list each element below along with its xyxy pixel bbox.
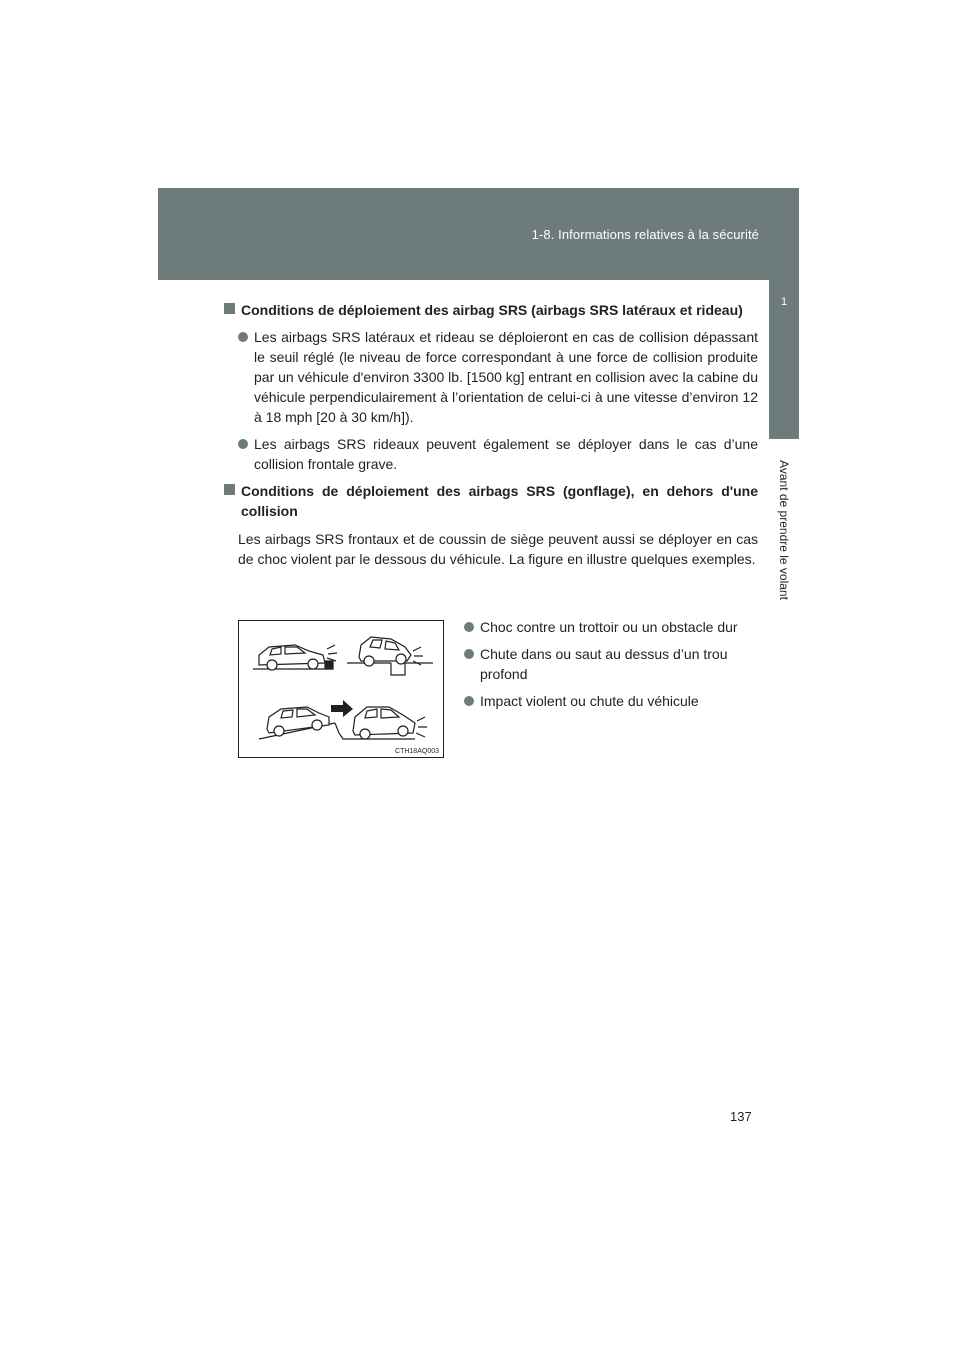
chapter-title: 1-8. Informations relatives à la sécurité	[531, 227, 759, 242]
car-impact-illustration	[239, 621, 443, 757]
section-heading-text: Conditions de déploiement des airbags SRS (gonflage), en dehors d'une collision	[241, 483, 758, 519]
round-bullet-icon	[238, 332, 248, 342]
round-bullet-icon	[464, 696, 474, 706]
illustration-figure	[238, 620, 444, 758]
section-paragraph: Les airbags SRS frontaux et de coussin de siège peuvent aussi se déployer en cas de choc violent par le dessous du véhicule. La figure en illustre quelques exemples.	[238, 531, 758, 567]
round-bullet-icon	[238, 439, 248, 449]
list-item	[464, 691, 750, 711]
list-item	[464, 644, 750, 684]
chapter-side-tab	[769, 280, 799, 439]
list-item-text: Choc contre un trottoir ou un obstacle dur	[480, 619, 738, 635]
list-item	[224, 434, 758, 474]
list-item-text: Chute dans ou saut au dessus d’un trou profond	[480, 646, 728, 682]
list-item	[224, 327, 758, 427]
list-item	[464, 617, 750, 637]
page-number: 137	[730, 1109, 752, 1124]
list-item-text: Les airbags SRS rideaux peuvent également se déployer dans le cas d’une collision frontale grave.	[254, 436, 758, 472]
figure-code: CTH18AQ003	[395, 748, 439, 755]
round-bullet-icon	[464, 622, 474, 632]
figure-examples-list	[464, 617, 750, 711]
square-bullet-icon	[224, 303, 235, 314]
square-bullet-icon	[224, 484, 235, 495]
chapter-side-label: Avant de prendre le volant	[777, 460, 791, 600]
section-heading-text: Conditions de déploiement des airbag SRS (airbags SRS latéraux et rideau)	[241, 302, 743, 318]
list-item-text: Impact violent ou chute du véhicule	[480, 693, 699, 709]
chapter-header-bar	[158, 188, 799, 280]
section-heading-airbag-deployment	[224, 300, 758, 320]
round-bullet-icon	[464, 649, 474, 659]
list-item-text: Les airbags SRS latéraux et rideau se déploieront en cas de collision dépassant le seuil réglé (le niveau de force correspondant à une force de collision produite par un véhicule d'environ 3300 lb. [1500 kg] entrant en collision avec la cabine du véhicule perpendiculairement à l’orientation de celui-ci à une vitesse d’environ 12 à 18 mph [20 à 30 km/h]).	[254, 329, 758, 425]
section-heading-non-collision	[224, 481, 758, 521]
chapter-number: 1	[780, 296, 788, 308]
main-content	[224, 300, 758, 569]
